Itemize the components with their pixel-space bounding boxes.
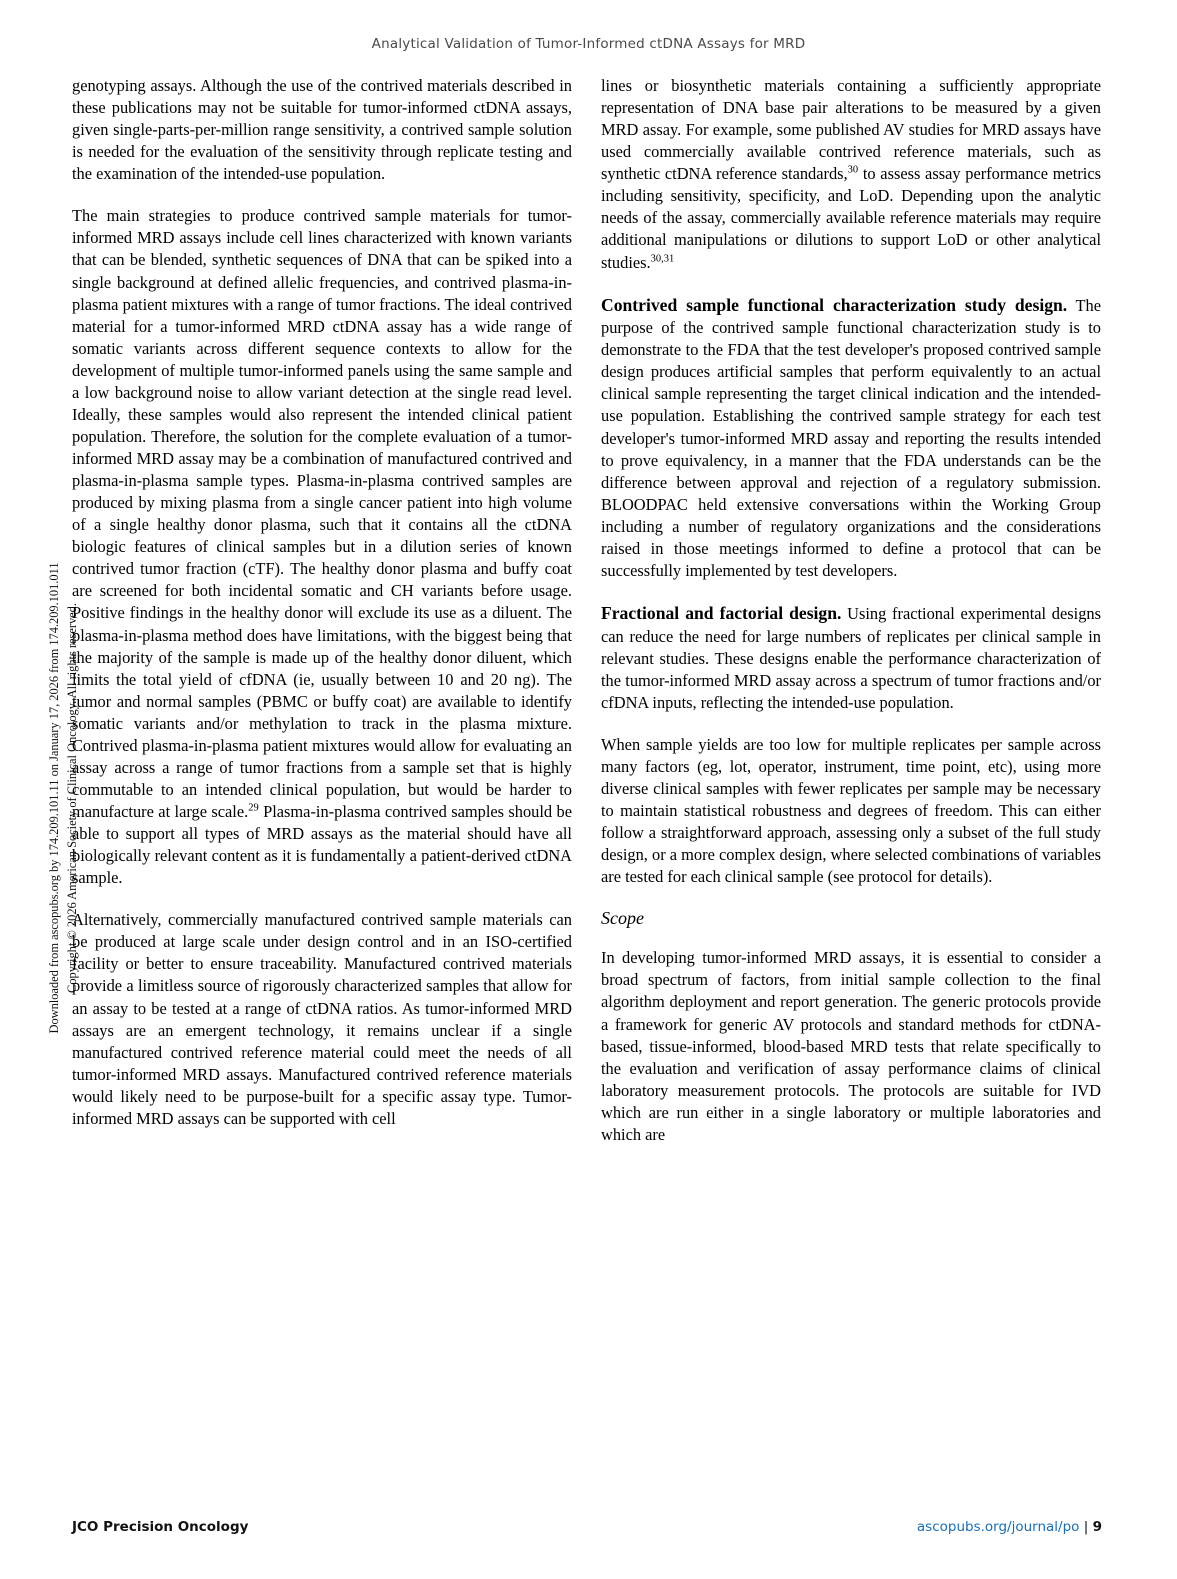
paragraph-text: The purpose of the contrived sample functional characterization study is to demonstrate to the FDA that the test developer's proposed contrived sample design produces artificial samples that perform equivalently to an actual clinical sample representing the target clinical indication and the intended-use population. Establishing the contrived sample strategy for each test developer's tumor-informed MRD assay and reporting the results intended to prove equivalency, in a manner that the FDA understands can be the difference between approval and rejection of a regulatory submission. BLOODPAC held extensive conversations within the Working Group including a number of regulatory organizations and the considerations raised in those meetings informed to define a protocol that can be successfully implemented by test developers. bbox=[601, 295, 1101, 580]
paragraph-text: The main strategies to produce contrived sample materials for tumor-informed MRD assays include cell lines characterized with known variants that can be blended, synthetic sequences of DNA that can be spiked into a single background at defined allelic frequencies, and contrived plasma-in-plasma patient mixtures with a range of tumor fractions. The ideal contrived material for a tumor-informed MRD ctDNA assay has a wide range of somatic variants across different sequence contexts to allow for the development of multiple tumor-informed panels using the same sample and a low background noise to allow variant detection at the single read level. Ideally, these samples would also represent the intended clinical patient population. Therefore, the solution for the complete evaluation of a tumor-informed MRD assay may be a combination of manufactured contrived and plasma-in-plasma sample types. Plasma-in-plasma contrived samples are produced by mixing plasma from a single cancer patient into high volume of a single healthy donor plasma, such that it contains all the ctDNA biologic features of clinical samples but in a dilution series of known contrived tumor fraction (cTF). The healthy donor plasma and buffy coat are screened for both incidental somatic and CH variants before usage. Positive findings in the healthy donor will exclude its use as a diluent. The plasma-in-plasma method does have limitations, with the biggest being that the majority of the sample is made up of the healthy donor diluent, which limits the total yield of cfDNA (ie, usually between 10 and 20 ng). The tumor and normal samples (PBMC or buffy coat) are available to identify somatic variants and/or methylation to track in the plasma mixture. Contrived plasma-in-plasma patient mixtures would allow for evaluating an assay across a range of tumor fractions from a sample set that is highly commutable to an intended clinical population, but would be harder to manufacture at large scale. bbox=[72, 206, 572, 821]
paragraph-text-continued: to assess assay performance metrics including sensitivity, specificity, and LoD. Depending upon the analytic needs of the assay, commercially available reference materials may require additional manipulations or dilutions to support LoD or other analytical studies. bbox=[601, 164, 1102, 272]
citation-ref: 29 bbox=[248, 802, 259, 814]
paragraph bbox=[601, 75, 1101, 274]
page-footer bbox=[72, 1519, 1102, 1535]
paragraph bbox=[72, 205, 572, 889]
journal-name: JCO Precision Oncology bbox=[72, 1519, 249, 1535]
footer-separator: | bbox=[1083, 1519, 1089, 1535]
paragraph-with-run-in-heading bbox=[601, 294, 1101, 582]
footer-right-group bbox=[917, 1519, 1102, 1535]
run-in-heading: Fractional and factorial design. bbox=[601, 602, 842, 623]
two-column-body bbox=[72, 75, 1102, 1146]
citation-ref: 30,31 bbox=[650, 253, 675, 265]
running-head: Analytical Validation of Tumor-Informed ctDNA Assays for MRD bbox=[371, 36, 806, 52]
paragraph: Alternatively, commercially manufactured contrived sample materials can be produced at large scale under design control and in an ISO-certified facility or better to ensure traceability. Manufactured contrived materials provide a limitless source of rigorously characterized samples that allow for an assay to be tested at a range of ctDNA ratios. As tumor-informed MRD assays are an emergent technology, it remains unclear if a single manufactured contrived reference material could meet the needs of all tumor-informed MRD assays. Manufactured contrived reference materials would likely need to be purpose-built for a specific assay type. Tumor-informed MRD assays can be supported with cell bbox=[72, 910, 572, 1128]
left-column bbox=[72, 75, 572, 1146]
journal-url-link[interactable]: ascopubs.org/journal/po bbox=[916, 1519, 1080, 1535]
sidenote-line-1: Downloaded from ascopubs.org by 174.209.101.11 on January 17, 2026 from 174.209.101.011 bbox=[47, 562, 62, 1034]
paragraph: In developing tumor-informed MRD assays, it is essential to consider a broad spectrum of factors, from initial sample collection to the final algorithm deployment and report generation. The generic protocols provide a framework for generic AV protocols and standard methods for ctDNA-based, tissue-informed, blood-based MRD tests that relate specifically to the evaluation and verification of assay performance claims of clinical laboratory measurement protocols. The protocols are suitable for IVD which are run either in a single laboratory or multiple laboratories and which are bbox=[601, 948, 1101, 1144]
page-number: 9 bbox=[1092, 1519, 1102, 1535]
paragraph-text: lines or biosynthetic materials containing a sufficiently appropriate representation of DNA base pair alterations to be measured by a given MRD assay. For example, some published AV studies for MRD assays have used commercially available contrived reference materials, such as synthetic ctDNA reference standards, bbox=[601, 76, 1101, 184]
paragraph: genotyping assays. Although the use of the contrived materials described in these publications may not be suitable for tumor-informed ctDNA assays, given single-parts-per-million range sensitivity, a contrived sample solution is needed for the evaluation of the sensitivity through replicate testing and the examination of the intended-use population. bbox=[72, 76, 572, 184]
paragraph-text-continued: Plasma-in-plasma contrived samples should be able to support all types of MRD assays as the material should have all biologically relevant content as it is fundamentally a patient-derived ctDNA sample. bbox=[72, 802, 572, 888]
paragraph-text: Using fractional experimental designs can reduce the need for large numbers of replicates per clinical sample in relevant studies. These designs enable the performance characterization of the tumor-informed MRD assay across a spectrum of tumor fractions and/or cfDNA inputs, reflecting the intended-use population. bbox=[601, 603, 1101, 712]
section-heading-scope: Scope bbox=[601, 908, 644, 929]
right-column bbox=[601, 75, 1101, 1146]
run-in-heading: Contrived sample functional characterization study design. bbox=[601, 294, 1068, 315]
sidenote-line-2: Copyright © 2026 American Society of Clinical Oncology. All rights reserved. bbox=[65, 603, 79, 993]
paragraph: When sample yields are too low for multiple replicates per sample across many factors (eg, lot, operator, instrument, time point, etc), using more diverse clinical samples with fewer replicates per sample may be necessary to maintain statistical robustness and degrees of freedom. This can either follow a straightforward approach, assessing only a subset of the full study design, or a more complex design, where selected combinations of variables are tested for each clinical sample (see protocol for details). bbox=[601, 734, 1101, 887]
citation-ref: 30 bbox=[847, 164, 859, 176]
paragraph-with-run-in-heading bbox=[601, 602, 1101, 714]
